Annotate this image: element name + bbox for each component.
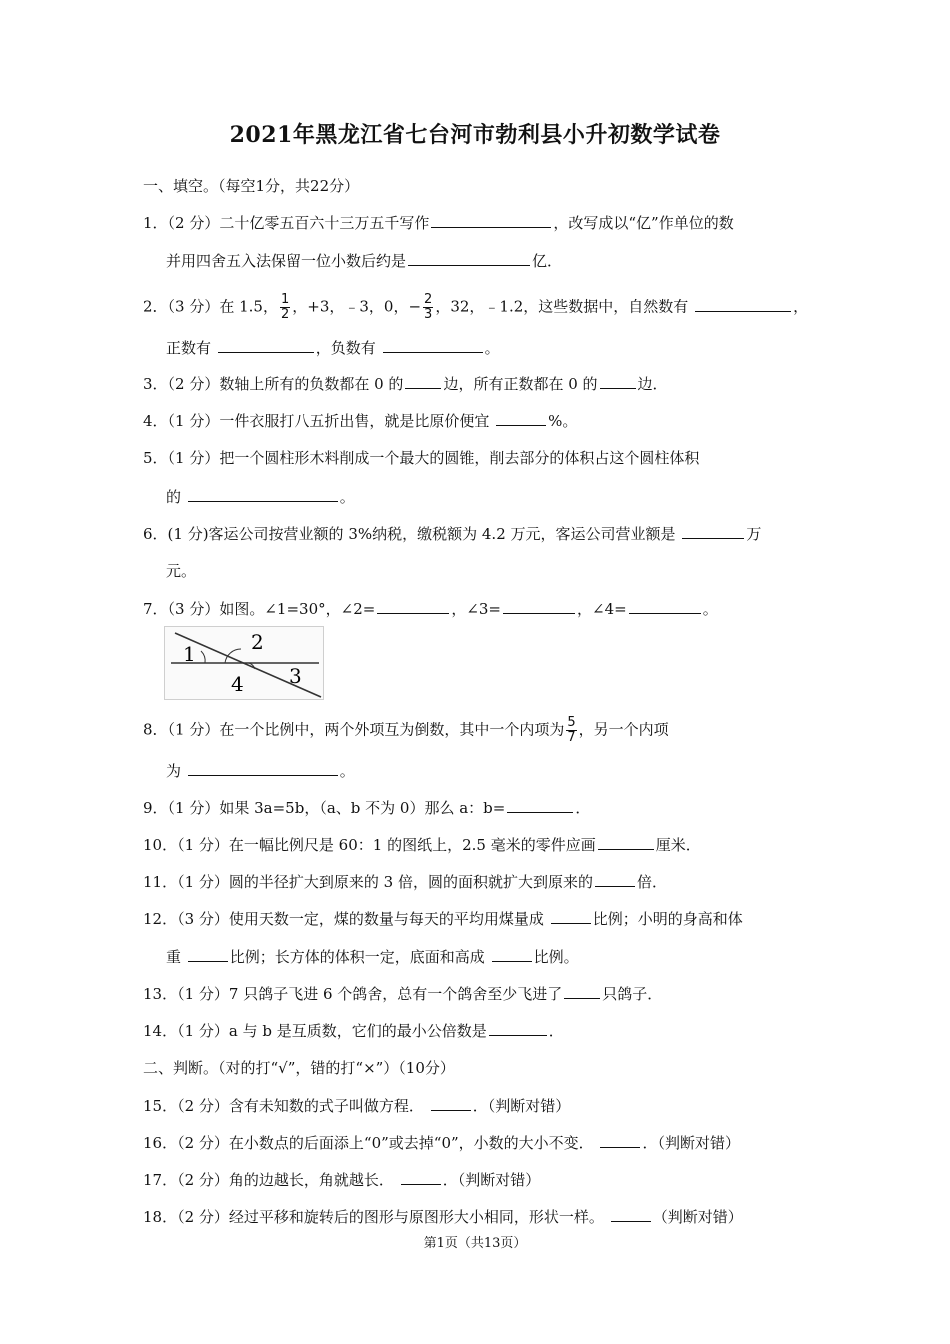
- angle-label-1: 1: [183, 642, 196, 666]
- fraction: $\frac{2}{3}$: [424, 292, 433, 322]
- question-1-line-1: 1．（2 分）二十亿零五百六十三万五千写作 ，改写成以“亿”作单位的数: [143, 214, 734, 232]
- answer-blank[interactable]: [598, 834, 654, 850]
- question-8-line-2: 为 。: [166, 762, 355, 780]
- question-5-line-1: 5．（1 分）把一个圆柱形木料削成一个最大的圆锥，削去部分的体积占这个圆柱体积: [143, 449, 700, 467]
- answer-blank[interactable]: [611, 1206, 651, 1222]
- question-12-line-1: 12．（3 分）使用天数一定，煤的数量与每天的平均用煤量成 比例；小明的身高和体: [143, 910, 743, 928]
- section-true-false-heading: 二、判断。（对的打“√”，错的打“×”）（10分）: [143, 1059, 455, 1077]
- answer-blank[interactable]: [507, 797, 573, 813]
- angle-label-4: 4: [231, 672, 244, 696]
- answer-blank[interactable]: [595, 871, 635, 887]
- question-15: 15．（2 分）含有未知数的式子叫做方程． ．（判断对错）: [143, 1097, 571, 1115]
- answer-blank[interactable]: [431, 1095, 471, 1111]
- answer-blank[interactable]: [695, 296, 791, 312]
- answer-blank[interactable]: [188, 946, 228, 962]
- angle-label-3: 3: [289, 664, 302, 688]
- answer-blank[interactable]: [682, 523, 744, 539]
- fraction: $\frac{5}{7}$: [567, 715, 576, 745]
- question-18: 18．（2 分）经过平移和旋转后的图形与原图形大小相同，形状一样。 （判断对错）: [143, 1208, 743, 1226]
- question-16: 16．（2 分）在小数点的后面添上“0”或去掉“0”，小数的大小不变． ．（判断对错）: [143, 1134, 740, 1152]
- question-2-line-1: 2．（3 分）在 1.5， $\frac{1}{2}$ ，+3，﹣3，0，− $\frac{2}{3}$ ，32，﹣1.2，这些数据中，自然数有 ，: [143, 292, 809, 322]
- section-fill-in-heading: 一、填空。（每空1分，共22分）: [143, 177, 360, 195]
- intersecting-lines-diagram: [165, 627, 323, 699]
- question-10: 10．（1 分）在一幅比例尺是 60：1 的图纸上，2.5 毫米的零件应画 厘米．: [143, 836, 701, 854]
- answer-blank[interactable]: [600, 1132, 640, 1148]
- angle-label-2: 2: [251, 630, 264, 654]
- angle-arc: [201, 651, 205, 663]
- answer-blank[interactable]: [564, 983, 600, 999]
- answer-blank[interactable]: [377, 598, 449, 614]
- answer-blank[interactable]: [188, 760, 338, 776]
- answer-blank[interactable]: [600, 373, 636, 389]
- answer-blank[interactable]: [218, 337, 314, 353]
- question-4: 4．（1 分）一件衣服打八五折出售，就是比原价便宜 %。: [143, 412, 578, 430]
- angle-figure: [164, 626, 324, 700]
- answer-blank[interactable]: [408, 250, 530, 266]
- question-6-line-2: 元。: [166, 562, 197, 580]
- answer-blank[interactable]: [503, 598, 575, 614]
- answer-blank[interactable]: [496, 410, 546, 426]
- question-17: 17．（2 分）角的边越长，角就越长． ．（判断对错）: [143, 1171, 541, 1189]
- page-number: 第1页（共13页）: [423, 1236, 527, 1251]
- question-8-line-1: 8．（1 分）在一个比例中，两个外项互为倒数，其中一个内项为 $\frac{5}{7}$ ，另一个内项: [143, 715, 669, 745]
- question-9: 9．（1 分）如果 3a=5b，（a、b 不为 0）那么 a：b= ．: [143, 799, 591, 817]
- question-5-line-2: 的 。: [166, 488, 355, 506]
- answer-blank[interactable]: [629, 598, 701, 614]
- answer-blank[interactable]: [188, 486, 338, 502]
- question-6-line-1: 6．(1 分)客运公司按营业额的 3%纳税，缴税额为 4.2 万元，客运公司营业额是 万: [143, 525, 762, 543]
- answer-blank[interactable]: [489, 1020, 547, 1036]
- answer-blank[interactable]: [431, 212, 551, 228]
- question-11: 11．（1 分）圆的半径扩大到原来的 3 倍，圆的面积就扩大到原来的 倍．: [143, 873, 667, 891]
- fraction: $\frac{1}{2}$: [280, 292, 290, 322]
- question-2-line-2: 正数有 ，负数有 。: [166, 339, 500, 357]
- question-12-line-2: 重 比例；长方体的体积一定，底面和高成 比例。: [166, 948, 579, 966]
- answer-blank[interactable]: [551, 908, 591, 924]
- answer-blank[interactable]: [492, 946, 532, 962]
- question-1-line-2: 并用四舍五入法保留一位小数后约是 亿．: [166, 252, 563, 270]
- question-13: 13．（1 分）7 只鸽子飞进 6 个鸽舍，总有一个鸽舍至少飞进了 只鸽子．: [143, 985, 663, 1003]
- answer-blank[interactable]: [405, 373, 441, 389]
- page-title: 2021年黑龙江省七台河市勃利县小升初数学试卷: [229, 122, 721, 148]
- answer-blank[interactable]: [383, 337, 483, 353]
- answer-blank[interactable]: [401, 1169, 441, 1185]
- question-3: 3．（2 分）数轴上所有的负数都在 0 的 边，所有正数都在 0 的 边．: [143, 375, 668, 393]
- question-14: 14．（1 分）a 与 b 是互质数，它们的最小公倍数是 ．: [143, 1022, 564, 1040]
- question-7: 7．（3 分）如图。∠1=30°，∠2= ，∠3= ，∠4= 。: [143, 600, 718, 618]
